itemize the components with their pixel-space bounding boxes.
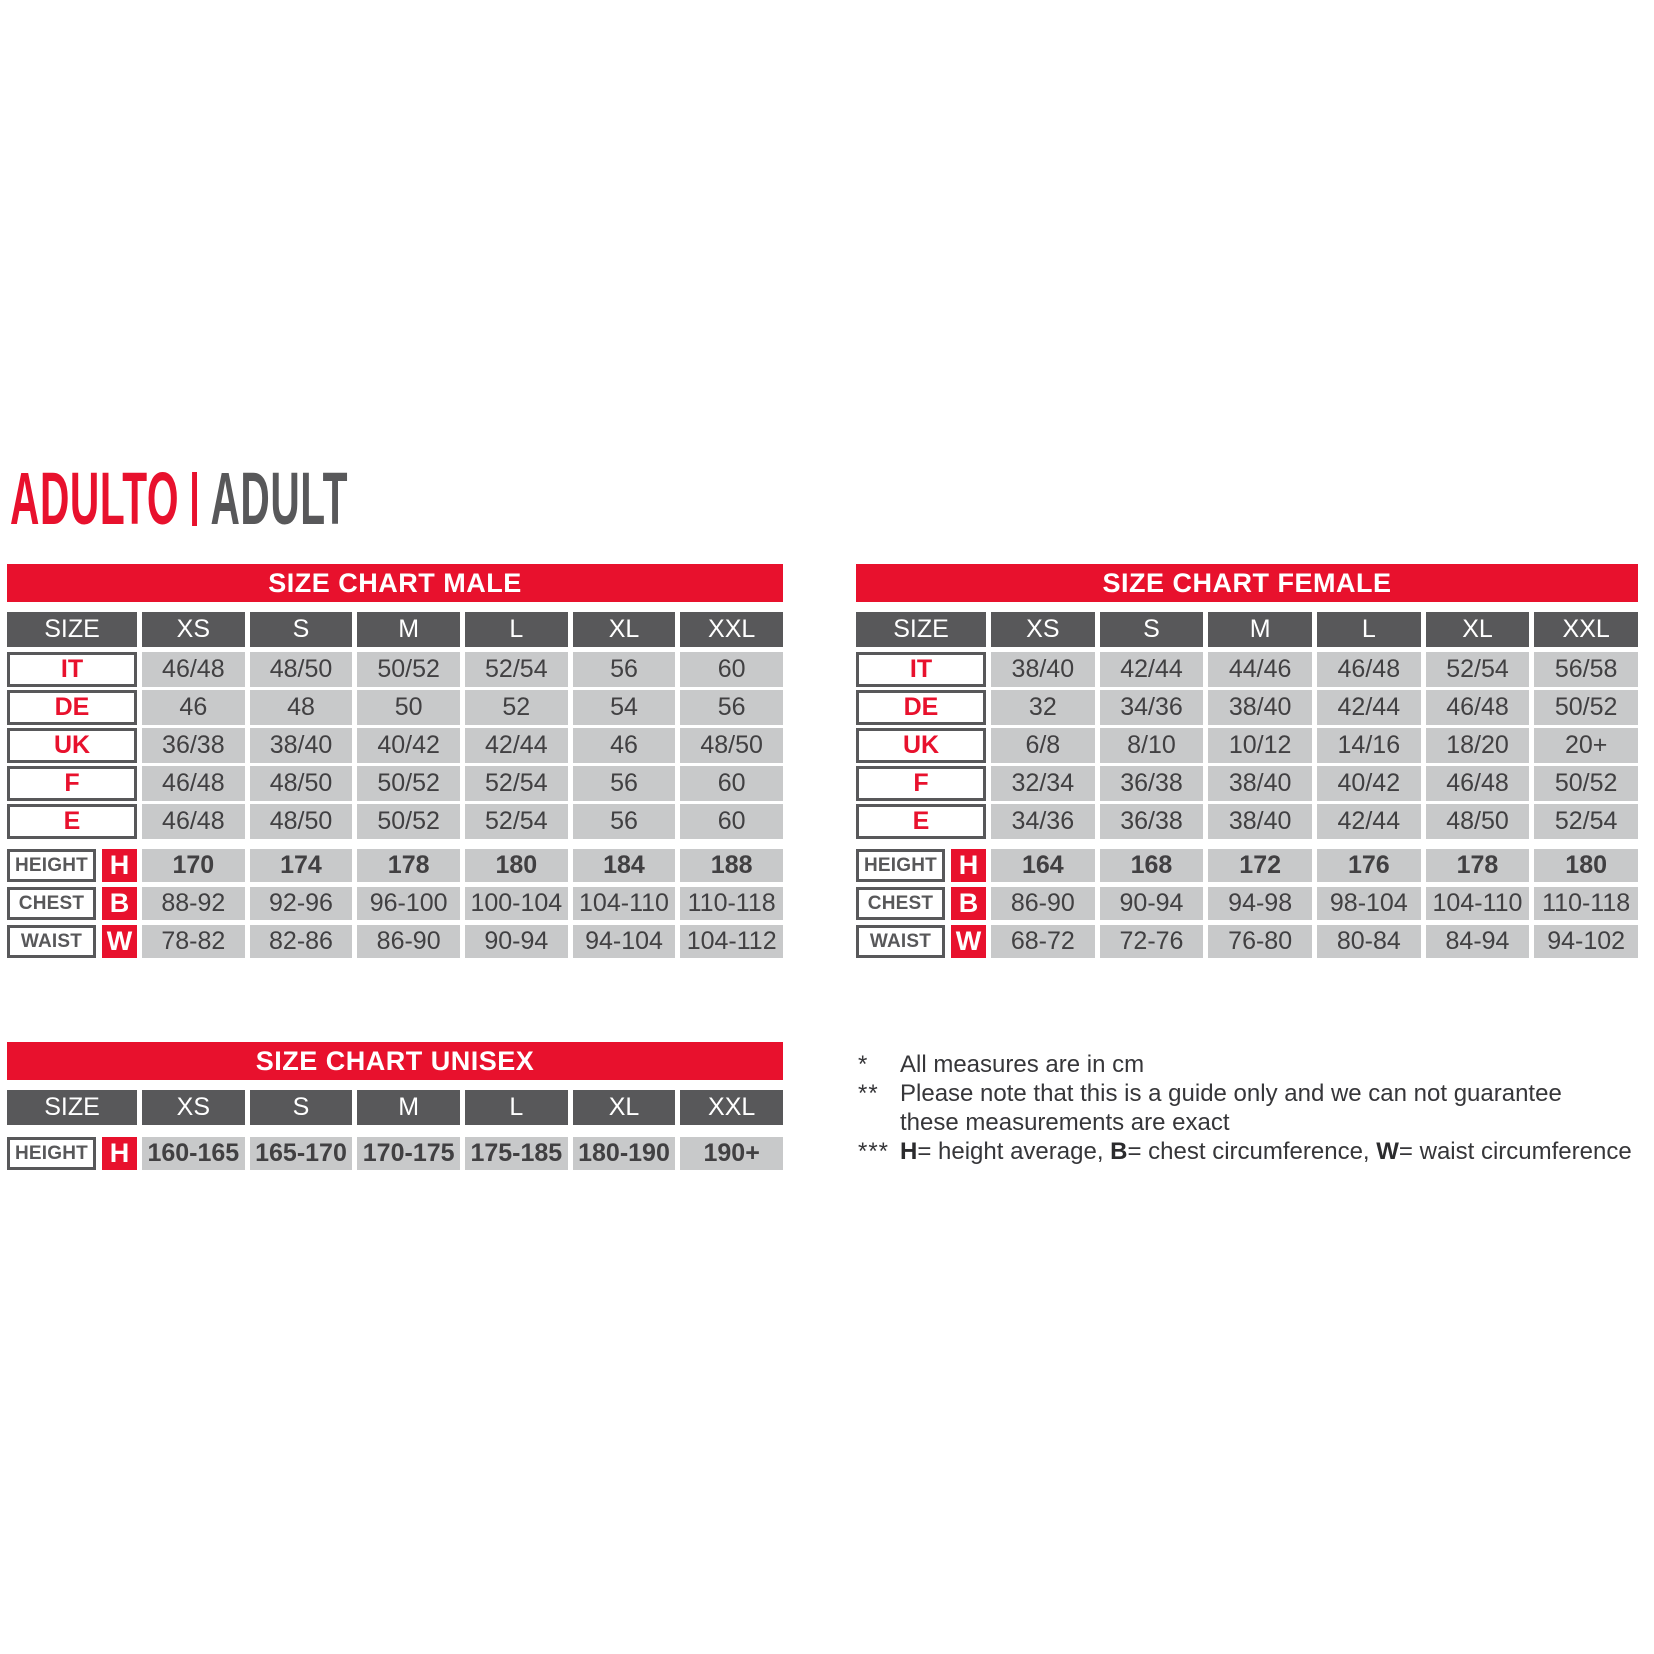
size-value-cell: 36/38 [1100,766,1204,801]
measure-value-cell: 100-104 [465,887,568,920]
measure-label-cell [7,1137,137,1170]
size-value-cell: 42/44 [1100,652,1204,687]
region-label-de: DE [7,690,137,725]
measure-badge-h: H [102,849,137,882]
measure-value-cell: 184 [573,849,676,882]
measure-value-cell: 180-190 [573,1137,676,1170]
size-chart-female-table [856,564,1638,958]
footnote-text: All measures are in cm [900,1051,1145,1078]
measure-badge-h: H [951,849,986,882]
footnote-line: these measurements are exact [900,1109,1230,1136]
measure-value-cell: 170 [142,849,245,882]
size-value-cell: 52/54 [465,766,568,801]
size-value-cell: 8/10 [1100,728,1204,763]
measure-value-cell: 72-76 [1100,925,1204,958]
size-value-cell: 60 [680,804,783,839]
measure-value-cell: 180 [465,849,568,882]
size-value-cell: 54 [573,690,676,725]
measure-value-cell: 168 [1100,849,1204,882]
column-header-cell: S [1100,612,1204,647]
footnote-segment: H [900,1138,918,1165]
size-row-e [856,804,1638,837]
measure-label-height: HEIGHT [856,849,945,882]
size-value-cell: 56 [573,652,676,687]
table-title: SIZE CHART UNISEX [7,1042,783,1080]
measure-value-cell: 88-92 [142,887,245,920]
measure-value-cell: 94-102 [1534,925,1638,958]
measure-value-cell: 104-110 [573,887,676,920]
column-header-cell: XL [573,1090,676,1125]
measure-value-cell: 104-112 [680,925,783,958]
size-value-cell: 50/52 [1534,690,1638,725]
size-header-cell: SIZE [7,1090,137,1125]
measure-badge-b: B [951,887,986,920]
size-value-cell: 44/46 [1208,652,1312,687]
size-value-cell: 46 [573,728,676,763]
size-value-cell: 46/48 [142,766,245,801]
size-value-cell: 52/54 [465,804,568,839]
measure-value-cell: 176 [1317,849,1421,882]
table-title: SIZE CHART FEMALE [856,564,1638,602]
size-value-cell: 14/16 [1317,728,1421,763]
size-header-cell: SIZE [7,612,137,647]
size-value-cell: 52/54 [1534,804,1638,839]
measure-value-cell: 174 [250,849,353,882]
size-value-cell: 42/44 [1317,690,1421,725]
footnote-text [900,1079,1654,1137]
measure-value-cell: 170-175 [357,1137,460,1170]
region-label-uk: UK [856,728,986,763]
size-value-cell: 56 [573,804,676,839]
measure-value-cell: 94-98 [1208,887,1312,920]
measure-value-cell: 164 [991,849,1095,882]
size-value-cell: 38/40 [1208,804,1312,839]
column-header-cell: L [465,1090,568,1125]
footnote-segment: B [1110,1138,1128,1165]
footnote-marker: *** [858,1138,890,1165]
column-header-cell: S [250,1090,353,1125]
size-value-cell: 20+ [1534,728,1638,763]
measure-badge-b: B [102,887,137,920]
footnote-text [900,1137,1654,1166]
measure-label-waist: WAIST [856,925,945,958]
measure-row-waist [7,925,783,958]
measure-value-cell: 178 [357,849,460,882]
measure-value-cell: 86-90 [357,925,460,958]
size-value-cell: 56/58 [1534,652,1638,687]
size-row-uk [856,728,1638,761]
column-header-cell: L [465,612,568,647]
measure-value-cell: 90-94 [465,925,568,958]
size-value-cell: 48/50 [1426,804,1530,839]
measure-value-cell: 190+ [680,1137,783,1170]
measure-label-cell [856,887,986,920]
measure-value-cell: 78-82 [142,925,245,958]
footnote-segment: = waist circumference [1398,1138,1632,1165]
size-value-cell: 46/48 [142,652,245,687]
size-value-cell: 32/34 [991,766,1095,801]
size-chart-male-table [7,564,783,958]
measure-label-height: HEIGHT [7,1137,96,1170]
size-value-cell: 38/40 [1208,690,1312,725]
size-value-cell: 6/8 [991,728,1095,763]
size-value-cell: 18/20 [1426,728,1530,763]
size-value-cell: 32 [991,690,1095,725]
measure-label-chest: CHEST [856,887,945,920]
measure-row-height [856,849,1638,882]
column-header-cell: S [250,612,353,647]
size-row-de [856,690,1638,723]
size-row-de [7,690,783,723]
footnote-2 [858,1079,1654,1137]
size-value-cell: 40/42 [1317,766,1421,801]
measure-value-cell: 84-94 [1426,925,1530,958]
measure-value-cell: 82-86 [250,925,353,958]
measure-value-cell: 98-104 [1317,887,1421,920]
measure-value-cell: 175-185 [465,1137,568,1170]
size-value-cell: 46/48 [142,804,245,839]
measure-value-cell: 178 [1426,849,1530,882]
size-value-cell: 48/50 [250,652,353,687]
size-row-f [856,766,1638,799]
region-label-it: IT [856,652,986,687]
column-header-cell: XS [991,612,1095,647]
column-header-cell: M [357,612,460,647]
size-value-cell: 60 [680,766,783,801]
measure-label-chest: CHEST [7,887,96,920]
measure-value-cell: 165-170 [250,1137,353,1170]
size-value-cell: 46/48 [1317,652,1421,687]
region-label-e: E [7,804,137,839]
measure-row-chest [856,887,1638,920]
measure-row-height [7,849,783,882]
size-row-uk [7,728,783,761]
size-value-cell: 50/52 [357,804,460,839]
measure-value-cell: 86-90 [991,887,1095,920]
column-header-cell: XXL [680,612,783,647]
size-value-cell: 56 [680,690,783,725]
size-value-cell: 38/40 [1208,766,1312,801]
footnote-line: Please note that this is a guide only and we can not guarantee [900,1080,1562,1107]
measure-value-cell: 68-72 [991,925,1095,958]
region-label-de: DE [856,690,986,725]
measure-value-cell: 94-104 [573,925,676,958]
size-value-cell: 50/52 [1534,766,1638,801]
size-value-cell: 36/38 [1100,804,1204,839]
measure-value-cell: 92-96 [250,887,353,920]
size-value-cell: 34/36 [1100,690,1204,725]
size-row-e [7,804,783,837]
column-header-cell: L [1317,612,1421,647]
page-title-secondary: ADULT [210,457,349,540]
size-value-cell: 48/50 [680,728,783,763]
size-value-cell: 38/40 [250,728,353,763]
column-header-cell: XXL [680,1090,783,1125]
measure-value-cell: 172 [1208,849,1312,882]
region-label-f: F [856,766,986,801]
footnote-marker: * [858,1051,869,1078]
measure-value-cell: 110-118 [680,887,783,920]
size-value-cell: 56 [573,766,676,801]
size-value-cell: 52 [465,690,568,725]
measure-label-cell [856,849,986,882]
size-value-cell: 50/52 [357,766,460,801]
column-header-cell: XS [142,1090,245,1125]
column-header-cell: M [357,1090,460,1125]
measure-row-waist [856,925,1638,958]
size-value-cell: 38/40 [991,652,1095,687]
size-value-cell: 10/12 [1208,728,1312,763]
size-value-cell: 46/48 [1426,766,1530,801]
footnote-marker: ** [858,1080,879,1107]
footnote-1 [858,1050,1654,1079]
size-chart-unisex-table [7,1042,783,1170]
size-row-it [856,652,1638,685]
size-value-cell: 42/44 [465,728,568,763]
column-header-cell: XS [142,612,245,647]
size-value-cell: 50 [357,690,460,725]
measure-value-cell: 104-110 [1426,887,1530,920]
measure-value-cell: 160-165 [142,1137,245,1170]
footnote-segment: = height average, [917,1138,1111,1165]
measure-badge-h: H [102,1137,137,1170]
measure-label-cell [856,925,986,958]
measure-value-cell: 188 [680,849,783,882]
size-row-f [7,766,783,799]
measure-value-cell: 110-118 [1534,887,1638,920]
measure-label-cell [7,925,137,958]
size-value-cell: 48/50 [250,804,353,839]
size-value-cell: 60 [680,652,783,687]
measure-value-cell: 96-100 [357,887,460,920]
page-title-primary: ADULTO [10,457,180,540]
measure-value-cell: 76-80 [1208,925,1312,958]
measure-row-height [7,1137,783,1170]
size-header-cell: SIZE [856,612,986,647]
measure-value-cell: 80-84 [1317,925,1421,958]
size-value-cell: 48/50 [250,766,353,801]
size-value-cell: 46/48 [1426,690,1530,725]
measure-label-height: HEIGHT [7,849,96,882]
size-value-cell: 52/54 [465,652,568,687]
header-row [7,612,783,647]
size-value-cell: 50/52 [357,652,460,687]
region-label-it: IT [7,652,137,687]
title-divider [192,472,197,526]
region-label-e: E [856,804,986,839]
size-value-cell: 42/44 [1317,804,1421,839]
size-row-it [7,652,783,685]
measure-label-waist: WAIST [7,925,96,958]
size-value-cell: 40/42 [357,728,460,763]
measure-badge-w: W [951,925,986,958]
measure-badge-w: W [102,925,137,958]
column-header-cell: M [1208,612,1312,647]
footnote-3 [858,1137,1654,1166]
table-title: SIZE CHART MALE [7,564,783,602]
measure-row-chest [7,887,783,920]
measure-label-cell [7,887,137,920]
size-value-cell: 48 [250,690,353,725]
header-row [7,1090,783,1125]
region-label-f: F [7,766,137,801]
size-value-cell: 46 [142,690,245,725]
footnote-segment: W [1376,1138,1399,1165]
size-value-cell: 36/38 [142,728,245,763]
column-header-cell: XL [573,612,676,647]
footnote-segment: = chest circumference, [1127,1138,1377,1165]
measure-value-cell: 90-94 [1100,887,1204,920]
size-value-cell: 34/36 [991,804,1095,839]
measure-value-cell: 180 [1534,849,1638,882]
column-header-cell: XL [1426,612,1530,647]
column-header-cell: XXL [1534,612,1638,647]
page-title [10,457,349,540]
header-row [856,612,1638,647]
region-label-uk: UK [7,728,137,763]
size-value-cell: 52/54 [1426,652,1530,687]
footnotes [858,1050,1654,1166]
measure-label-cell [7,849,137,882]
